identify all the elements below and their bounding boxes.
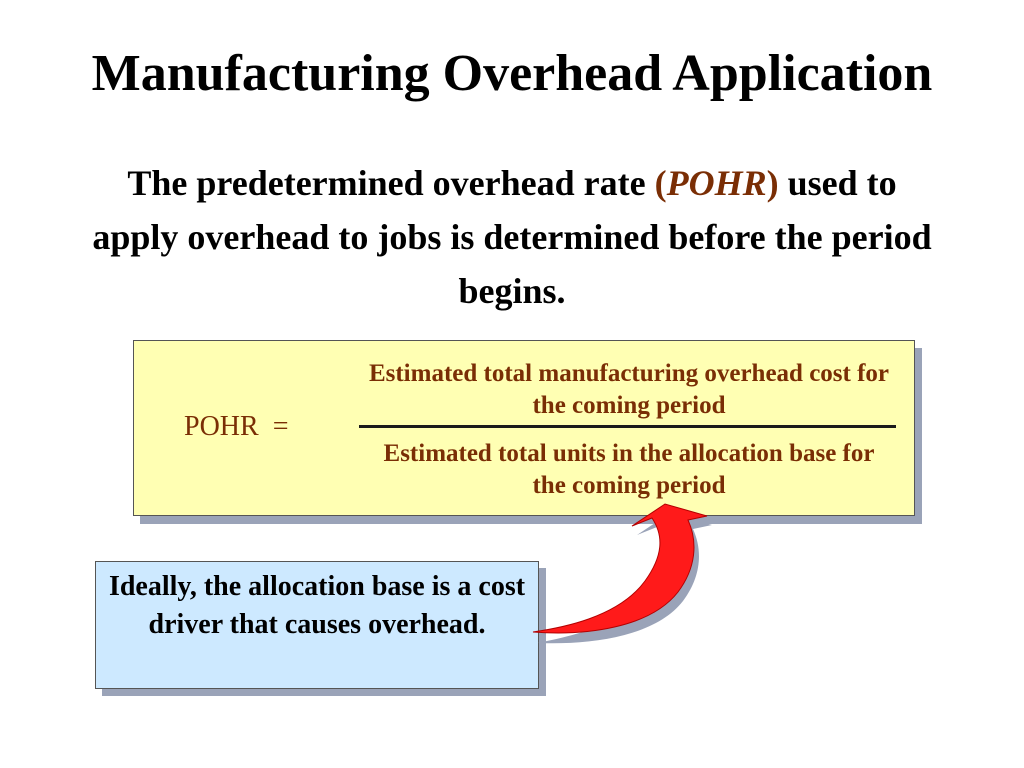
formula-denominator: Estimated total units in the allocation base for the coming period xyxy=(383,440,875,499)
arrow-body xyxy=(533,504,707,633)
formula-label: POHR = xyxy=(184,411,289,442)
formula-numerator: Estimated total manufacturing overhead cost for the coming period xyxy=(368,360,890,419)
intro-text-before: The predetermined overhead rate xyxy=(127,163,655,203)
pohr-abbreviation: (POHR) xyxy=(654,163,779,203)
slide-title: Manufacturing Overhead Application xyxy=(91,45,933,102)
intro-text-after: used to apply overhead to jobs is determined before the period begins. xyxy=(92,163,932,311)
note-text: Ideally, the allocation base is a cost driver that causes overhead. xyxy=(108,571,526,640)
